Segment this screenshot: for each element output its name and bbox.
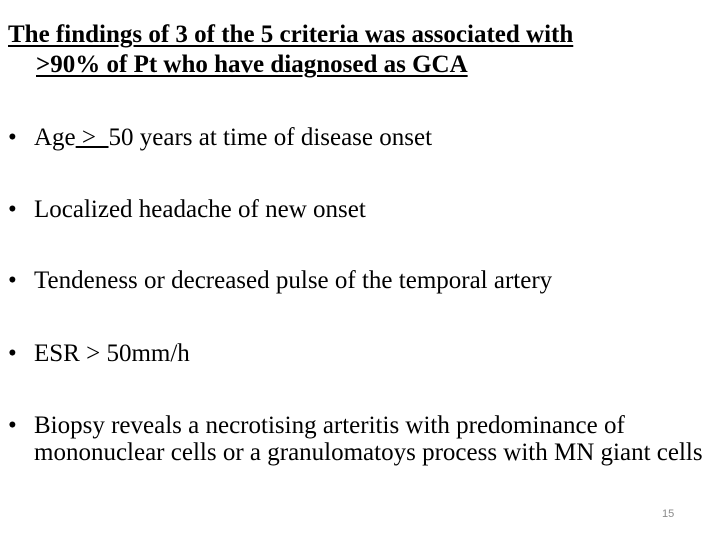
criteria-item-esr — [8, 340, 713, 367]
criteria-text-temporal-artery: Tendeness or decreased pulse of the temporal artery — [34, 267, 553, 294]
bullet-icon: • — [8, 340, 17, 367]
slide-title-line-1: The findings of 3 of the 5 criteria was associated with — [8, 21, 574, 48]
criteria-text-biopsy: Biopsy reveals a necrotising arteritis with predominance of mononuclear cells or a granulomatoys process with MN giant cells — [34, 412, 703, 466]
criteria-item-temporal-artery — [8, 267, 713, 294]
criteria-item-age — [8, 124, 713, 151]
greater-equal-symbol: > — [75, 124, 109, 151]
criteria-text-esr: ESR > 50mm/h — [34, 340, 190, 367]
slide-title-line-2: >90% of Pt who have diagnosed as GCA — [36, 51, 468, 78]
criteria-text-age-end: 50 years at time of disease onset — [108, 124, 433, 151]
criteria-text-age — [34, 124, 713, 151]
page-number: 15 — [662, 508, 675, 520]
bullet-icon: • — [8, 196, 17, 223]
criteria-item-headache — [8, 196, 713, 223]
bullet-icon: • — [8, 124, 17, 151]
bullet-icon: • — [8, 412, 17, 439]
criteria-text-age-start: Age — [34, 124, 76, 151]
bullet-icon: • — [8, 267, 17, 294]
criteria-text-headache: Localized headache of new onset — [34, 196, 366, 223]
criteria-item-biopsy — [8, 412, 713, 466]
